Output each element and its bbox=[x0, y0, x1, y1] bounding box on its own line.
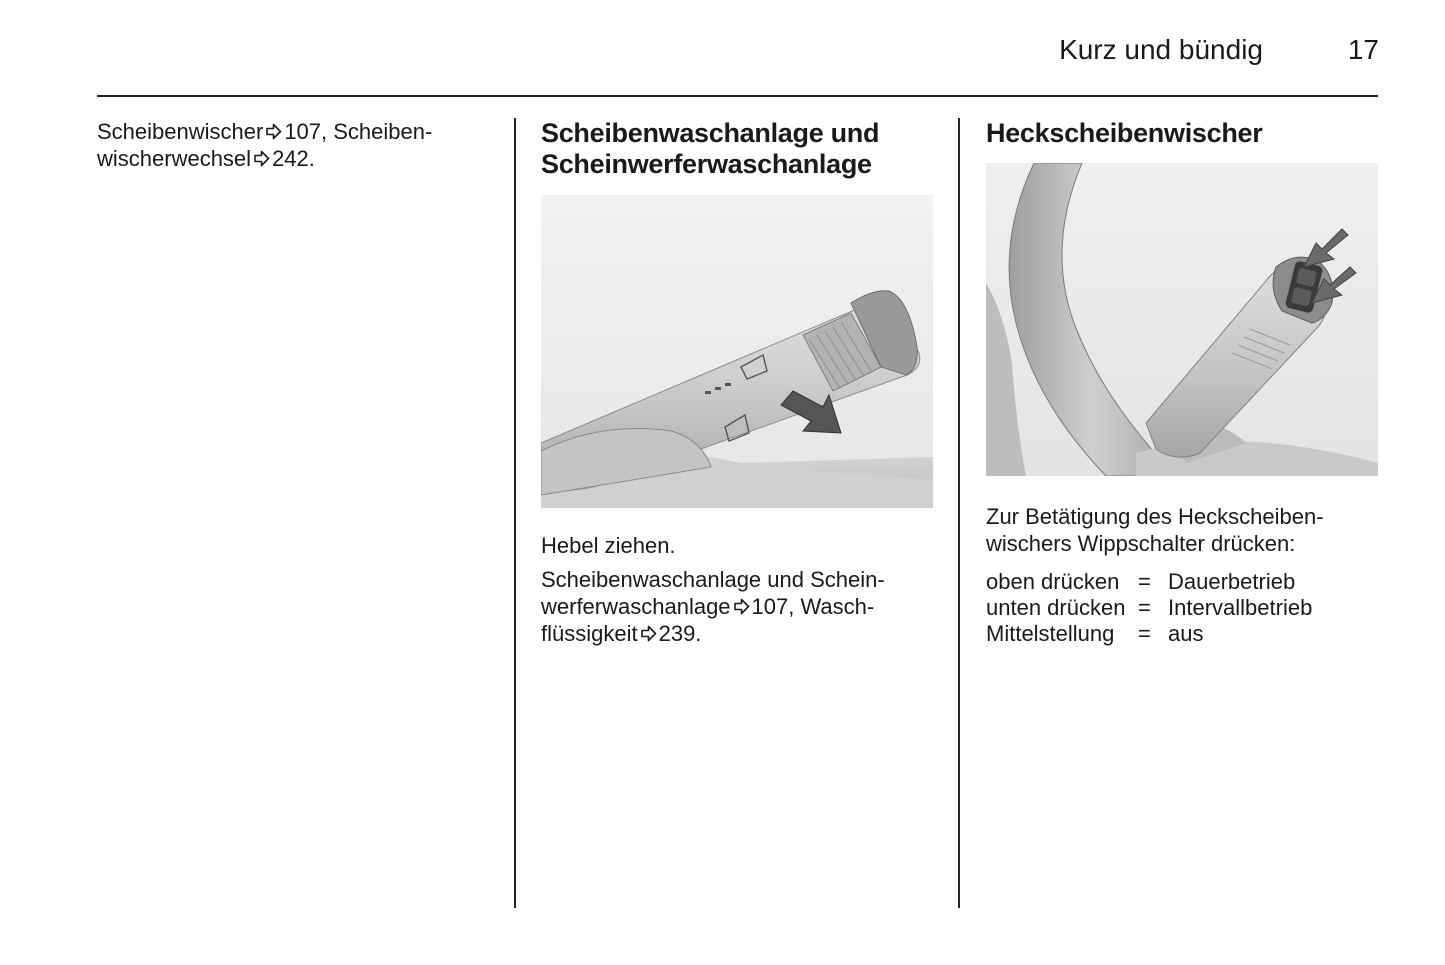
washer-section-heading: Scheibenwaschanlage und Scheinwerferwaschanlage bbox=[541, 118, 880, 179]
definition-equals: = bbox=[1138, 595, 1151, 620]
definition-row bbox=[986, 595, 1312, 621]
header-divider bbox=[97, 95, 1378, 97]
rocker-switch-intro: Zur Betätigung des Heckscheiben- wischers Wippschalter drücken: bbox=[986, 504, 1324, 556]
definition-meaning: Dauerbetrieb bbox=[1168, 569, 1296, 594]
definition-meaning: Intervallbetrieb bbox=[1168, 595, 1313, 620]
rear-wiper-rocker-switch-illustration bbox=[986, 163, 1378, 476]
reference-arrow-icon bbox=[253, 150, 270, 167]
definition-row bbox=[986, 621, 1312, 647]
definition-term: oben drücken bbox=[986, 569, 1120, 594]
column-1 bbox=[97, 118, 497, 172]
definition-term: unten drücken bbox=[986, 595, 1126, 620]
definition-meaning: aus bbox=[1168, 621, 1204, 646]
column-divider-1 bbox=[514, 118, 516, 908]
washer-reference-paragraph: Scheibenwaschanlage und Schein- werferwaschanlage 107, Wasch- flüssigkeit 239. bbox=[541, 567, 885, 646]
column-2 bbox=[541, 118, 936, 647]
rocker-switch-definitions bbox=[986, 569, 1312, 647]
definition-equals: = bbox=[1138, 569, 1151, 594]
wiper-reference-paragraph: Scheibenwischer 107, Scheiben- wischerwechsel 242. bbox=[97, 119, 433, 171]
reference-arrow-icon bbox=[733, 598, 750, 615]
definition-term: Mittelstellung bbox=[986, 621, 1115, 646]
reference-arrow-icon bbox=[265, 123, 282, 140]
definition-row bbox=[986, 569, 1312, 595]
wiper-lever-pull-illustration bbox=[541, 195, 933, 508]
column-divider-2 bbox=[958, 118, 960, 908]
column-3 bbox=[986, 118, 1381, 647]
section-title: Kurz und bündig bbox=[1059, 34, 1263, 65]
definition-equals: = bbox=[1138, 621, 1151, 646]
page-number: 17 bbox=[1347, 34, 1379, 65]
reference-arrow-icon bbox=[640, 625, 657, 642]
pull-lever-instruction: Hebel ziehen. bbox=[541, 533, 676, 558]
rear-wiper-section-heading: Heckscheibenwischer bbox=[986, 118, 1263, 148]
